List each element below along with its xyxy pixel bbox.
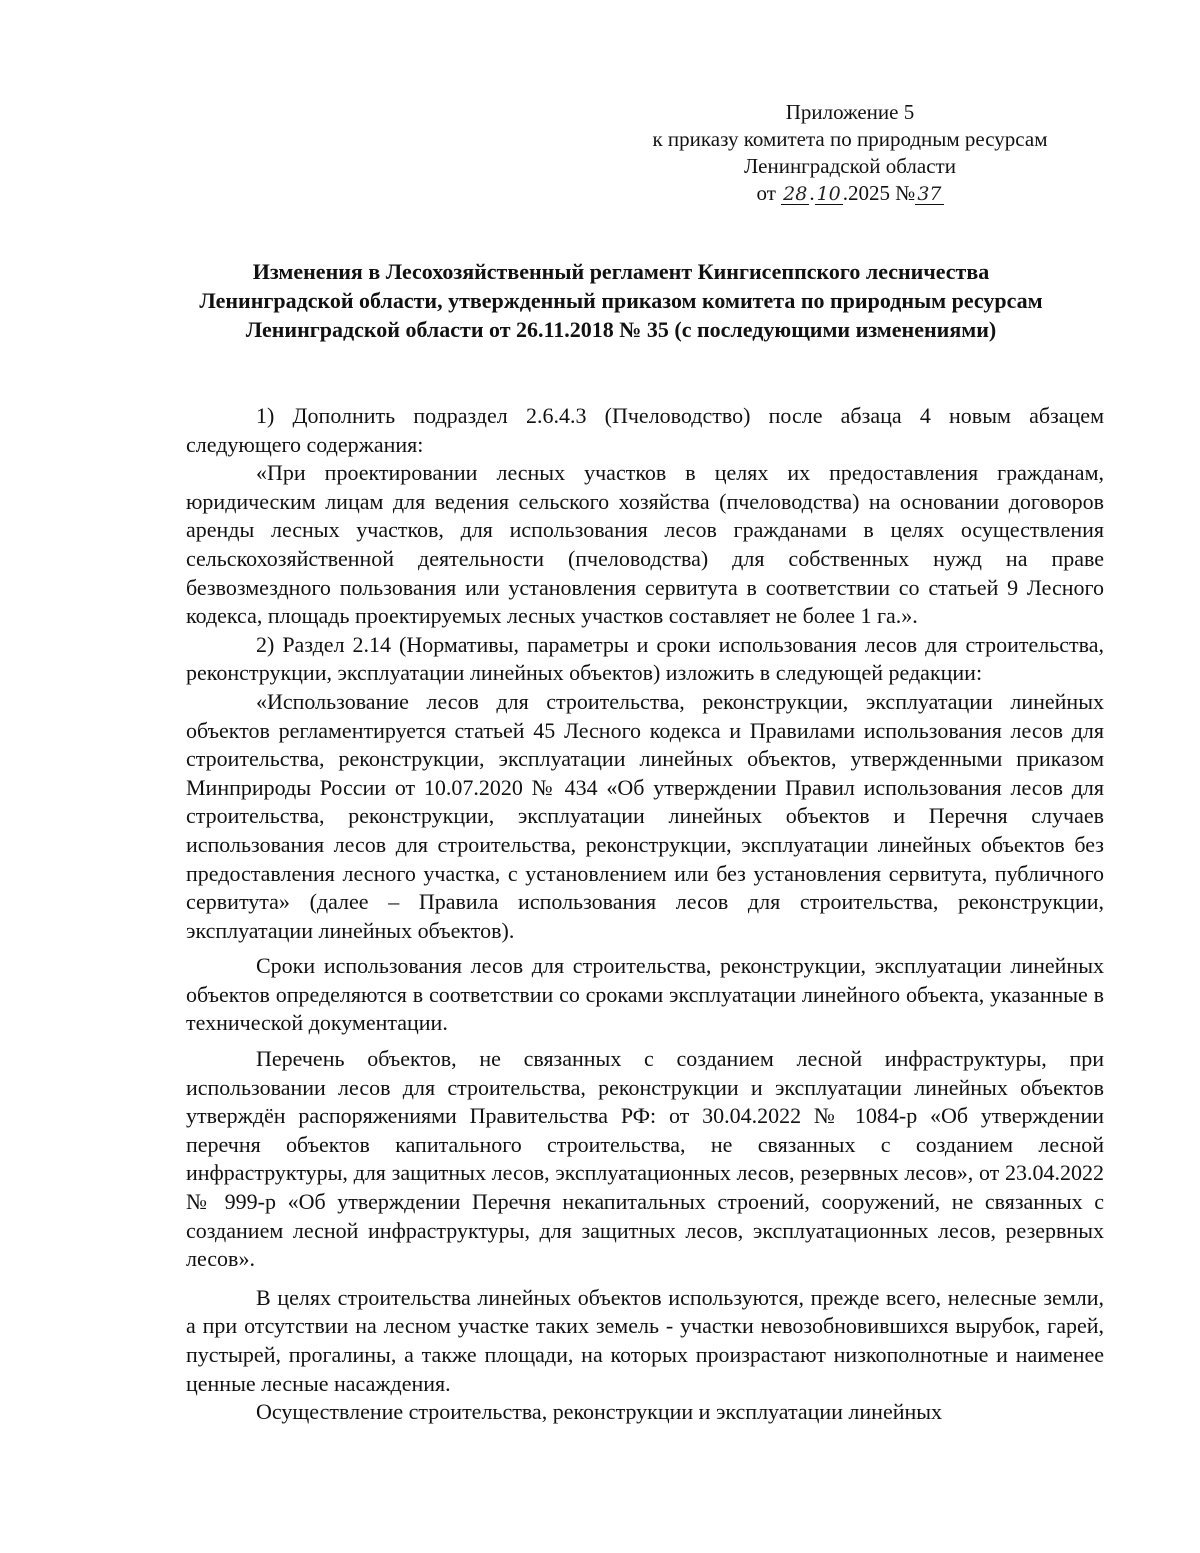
appendix-header <box>580 99 1120 207</box>
date-day: 28 <box>783 183 808 205</box>
paragraph-5: Сроки использования лесов для строительства, реконструкции, эксплуатации линейных объектов определяются в соответствии со сроками эксплуатации линейного объекта, указанные в технической документации. <box>186 953 1104 1036</box>
date-month: 10 <box>816 183 841 205</box>
paragraph-7: В целях строительства линейных объектов используются, прежде всего, нелесные земли, а при отсутствии на лесном участке таких земель - участки невозобновившихся вырубок, гарей, пустырей, прогалины, а также площади, на которых произрастают низкополнотные и наименее ценные лесные насаждения. <box>186 1284 1104 1396</box>
document-title: Изменения в Лесохозяйственный регламент Кингисеппского лесничества Ленинградской области, утвержденный приказом комитета по природным ресурсам Ленинградской области от 26.11.2018 № 35 (с последующими изменениями) <box>199 259 1043 342</box>
order-number: 37 <box>917 183 942 205</box>
date-prefix: от <box>756 181 776 205</box>
appendix-number: Приложение 5 <box>785 100 915 124</box>
appendix-date-line <box>580 180 1120 207</box>
paragraph-2: «При проектировании лесных участков в целях их предоставления гражданам, юридическим лицам для ведения сельского хозяйства (пчеловодства) на основании договоров аренды лесных участков, для использования лесов гражданами в целях осуществления сельскохозяйственной деятельности (пчеловодства) для собственных нужд на праве безвозмездного пользования или установления сервитута в соответствии со статьей 9 Лесного кодекса, площадь проектируемых лесных участков составляет не более 1 га.». <box>186 460 1104 629</box>
paragraph-4: «Использование лесов для строительства, реконструкции, эксплуатации линейных объектов регламентируется статьей 45 Лесного кодекса и Правилами использования лесов для строительства, реконструкции, эксплуатации линейных объектов, утвержденными приказом Минприроды России от 10.07.2020 № 434 «Об утверждении Правил использования лесов для строительства, реконструкции, эксплуатации линейных объектов и Перечня случаев использования лесов для строительства, реконструкции, эксплуатации линейных объектов без предоставления лесного участка, с установлением или без установления сервитута, публичного сервитута» (далее – Правила использования лесов для строительства, реконструкции, эксплуатации линейных объектов). <box>186 688 1104 943</box>
paragraph-8: Осуществление строительства, реконструкции и эксплуатации линейных <box>256 1399 943 1425</box>
appendix-order-line: к приказу комитета по природным ресурсам <box>652 127 1048 151</box>
document-body <box>186 402 1104 1427</box>
date-dot: . <box>809 181 815 205</box>
paragraph-3: 2) Раздел 2.14 (Нормативы, параметры и сроки использования лесов для строительства, реконструкции, эксплуатации линейных объектов) изложить в следующей редакции: <box>186 631 1104 686</box>
date-year: .2025 № <box>842 181 916 205</box>
paragraph-1: 1) Дополнить подраздел 2.6.4.3 (Пчеловодство) после абзаца 4 новым абзацем следующего содержания: <box>186 403 1104 457</box>
paragraph-6: Перечень объектов, не связанных с созданием лесной инфраструктуры, при использовании лесов для строительства, реконструкции и эксплуатации линейных объектов утверждён распоряжениями Правительства РФ: от 30.04.2022 № 1084-р «Об утверждении перечня объектов капитального строительства, не связанных с созданием лесной инфраструктуры, для защитных лесов, эксплуатационных лесов, резервных лесов», от 23.04.2022 № 999-р «Об утверждении Перечня некапитальных строений, сооружений, не связанных с созданием лесной инфраструктуры, для защитных лесов, эксплуатационных лесов, резервных лесов». <box>186 1046 1104 1272</box>
appendix-region-line: Ленинградской области <box>744 154 956 178</box>
